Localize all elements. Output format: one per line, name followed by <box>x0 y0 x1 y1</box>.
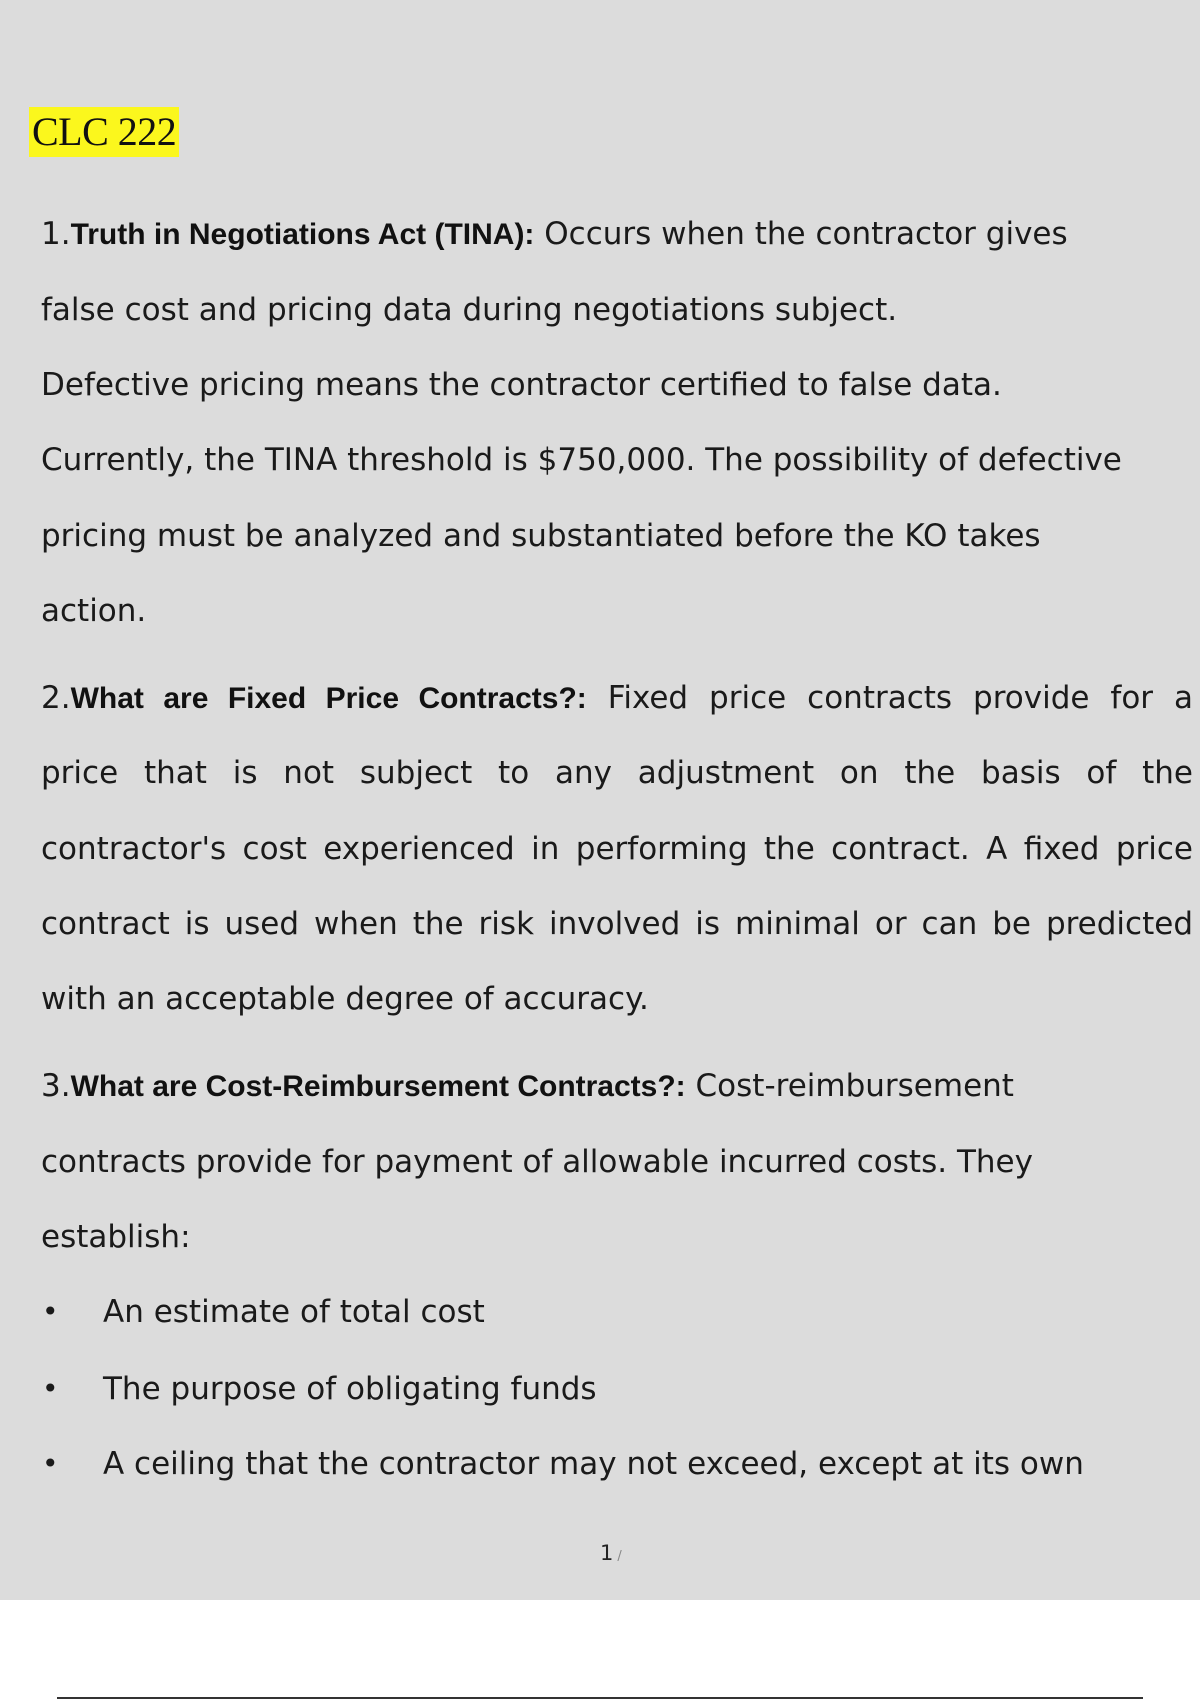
next-page-rule <box>57 1697 1143 1699</box>
bullet-dot-icon: • <box>42 1447 59 1480</box>
section-3-heading: What are Cost-Reimbursement Contracts?: <box>70 1070 686 1103</box>
bullet-item: An estimate of total cost <box>103 1294 485 1330</box>
section-1-line: action. <box>41 593 147 629</box>
section-1-line: false cost and pricing data during negotiations subject. <box>41 292 898 328</box>
page-number <box>600 1541 622 1565</box>
section-1-first-line-text: Occurs when the contractor gives <box>534 216 1068 252</box>
section-2-heading: What are Fixed Price Contracts?: <box>70 682 587 715</box>
section-2-line: contract is used when the risk involved is minimal or can be predicted <box>41 906 1193 942</box>
section-2-first-line-text: Fixed price contracts provide for a <box>586 680 1193 716</box>
section-3-heading-line <box>41 1066 1193 1107</box>
bullet-item: The purpose of obligating funds <box>103 1371 597 1407</box>
section-2-number: 2. <box>41 680 71 716</box>
section-2-line: price that is not subject to any adjustment on the basis of the <box>41 755 1193 791</box>
bullet-item: A ceiling that the contractor may not exceed, except at its own <box>103 1446 1084 1482</box>
bullet-dot-icon: • <box>42 1295 59 1328</box>
section-1-heading-line <box>41 214 1193 255</box>
bullet-dot-icon: • <box>42 1372 59 1405</box>
section-2-line: contractor's cost experienced in performing the contract. A fixed price <box>41 831 1193 867</box>
section-3-first-line-text: Cost-reimbursement <box>685 1068 1014 1104</box>
document-title: CLC 222 <box>29 107 179 157</box>
section-2-line: with an acceptable degree of accuracy. <box>41 981 649 1017</box>
section-3-line: contracts provide for payment of allowable incurred costs. They <box>41 1144 1033 1180</box>
section-1-number: 1. <box>41 216 71 252</box>
section-1-heading: Truth in Negotiations Act (TINA): <box>70 218 535 251</box>
section-1-line: pricing must be analyzed and substantiated before the KO takes <box>41 518 1041 554</box>
page-number-value: 1 <box>600 1541 614 1565</box>
page-number-separator: / <box>617 1549 622 1564</box>
section-1-line: Currently, the TINA threshold is $750,000. The possibility of defective <box>41 442 1122 478</box>
section-3-number: 3. <box>41 1068 71 1104</box>
section-2-heading-line <box>41 678 1193 719</box>
section-1-line: Defective pricing means the contractor certified to false data. <box>41 367 1002 403</box>
section-3-line: establish: <box>41 1219 191 1255</box>
